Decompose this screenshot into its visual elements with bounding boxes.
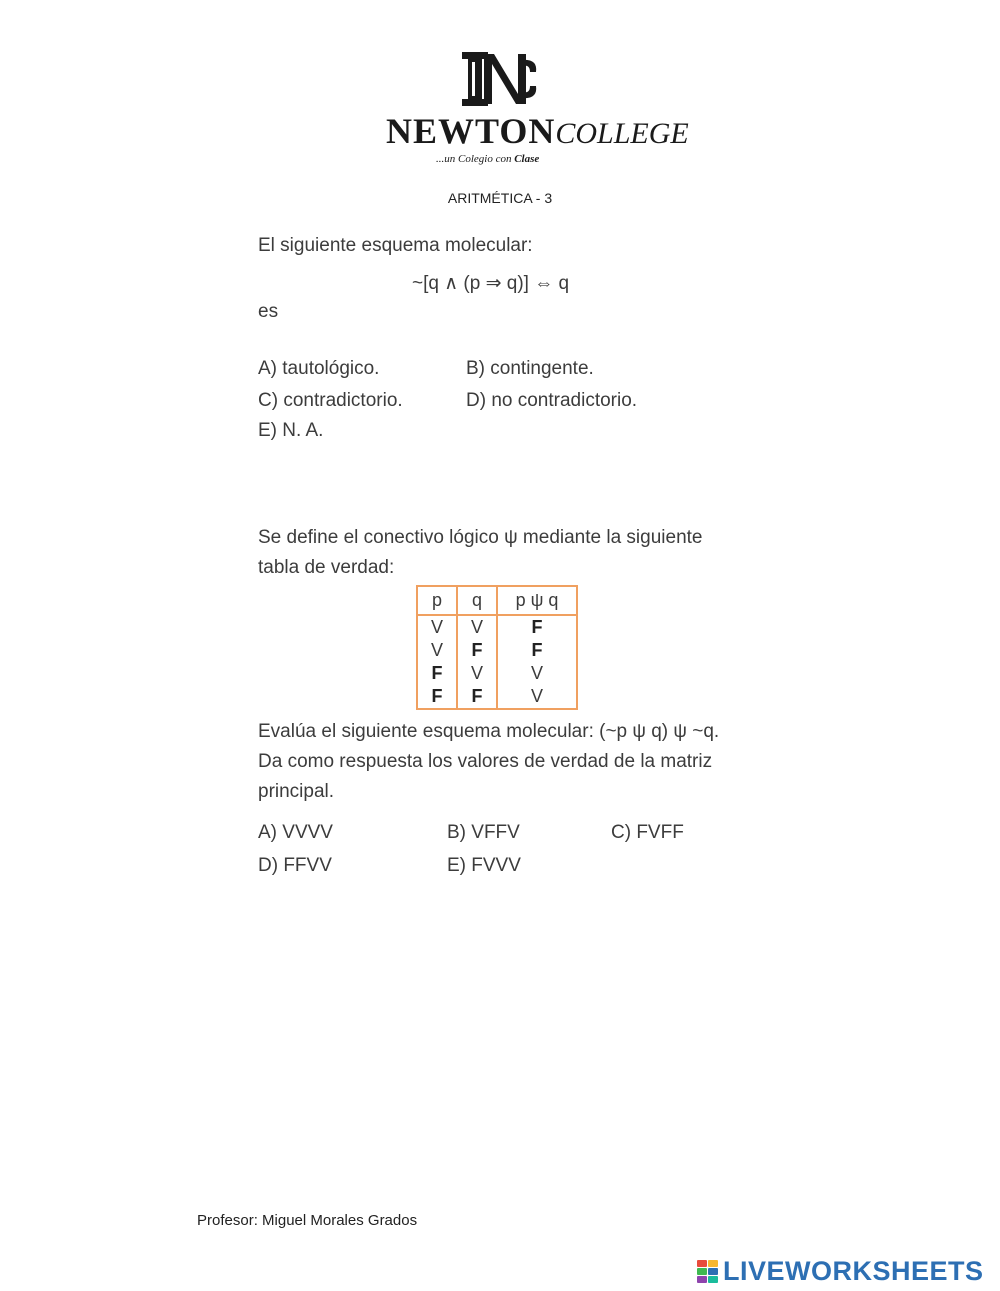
table-cell: F	[497, 615, 577, 639]
page-title: ARITMÉTICA - 3	[447, 190, 553, 206]
q2-option-a: A) VVVV	[258, 822, 333, 843]
truth-table	[416, 585, 578, 710]
table-cell: V	[497, 662, 577, 685]
q1-option-a: A) tautológico.	[258, 358, 380, 379]
question1-formula: ~[q ∧ (p ⇒ q)] ⇔ q	[412, 273, 570, 294]
liveworksheets-watermark	[697, 1256, 984, 1284]
truth-table-header: q	[457, 586, 497, 615]
q2-option-b: B) VFFV	[447, 822, 520, 843]
liveworksheets-wordmark: LIVEWORKSHEETS	[723, 1256, 984, 1286]
liveworksheets-logo-icon	[697, 1260, 719, 1284]
question2-intro-line1: Se define el conectivo lógico ψ mediante la siguiente	[258, 527, 703, 548]
table-cell: V	[417, 639, 457, 662]
table-row	[417, 615, 577, 639]
table-row	[417, 685, 577, 709]
logo-brand-main: NEWTON	[386, 111, 556, 151]
table-row	[417, 639, 577, 662]
table-cell: F	[457, 685, 497, 709]
table-cell: F	[417, 662, 457, 685]
logo-tagline	[436, 153, 539, 165]
table-cell: V	[457, 615, 497, 639]
question1-suffix: es	[258, 301, 279, 322]
table-row	[417, 662, 577, 685]
truth-table-header: p	[417, 586, 457, 615]
newton-college-monogram	[460, 50, 540, 108]
truth-table-header: p ψ q	[497, 586, 577, 615]
table-cell: F	[457, 639, 497, 662]
q2-option-c: C) FVFF	[611, 822, 684, 843]
question2-eval-line1: Evalúa el siguiente esquema molecular: (~p ψ q) ψ ~q.	[258, 721, 720, 742]
teacher-footer: Profesor: Miguel Morales Grados	[197, 1212, 418, 1229]
table-cell: V	[457, 662, 497, 685]
q2-option-e: E) FVVV	[447, 855, 521, 876]
question2-eval-line3: principal.	[258, 781, 335, 802]
table-cell: V	[417, 615, 457, 639]
logo-tagline-prefix: ...un Colegio con	[436, 153, 515, 165]
q1-option-b: B) contingente.	[466, 358, 594, 379]
school-logo	[386, 50, 689, 168]
logo-brand-sub: COLLEGE	[555, 117, 689, 150]
table-cell: F	[417, 685, 457, 709]
question2-intro-line2: tabla de verdad:	[258, 557, 395, 578]
q1-option-e: E) N. A.	[258, 420, 324, 441]
table-cell: V	[497, 685, 577, 709]
question2-eval-line2: Da como respuesta los valores de verdad de la matriz	[258, 751, 713, 772]
truth-table-header-row	[417, 586, 577, 615]
logo-wordmark	[386, 110, 689, 152]
table-cell: F	[497, 639, 577, 662]
q1-option-d: D) no contradictorio.	[466, 390, 638, 411]
q2-option-d: D) FFVV	[258, 855, 332, 876]
logo-tagline-emph: Clase	[514, 153, 540, 165]
q1-option-c: C) contradictorio.	[258, 390, 403, 411]
question1-prompt: El siguiente esquema molecular:	[258, 235, 533, 256]
